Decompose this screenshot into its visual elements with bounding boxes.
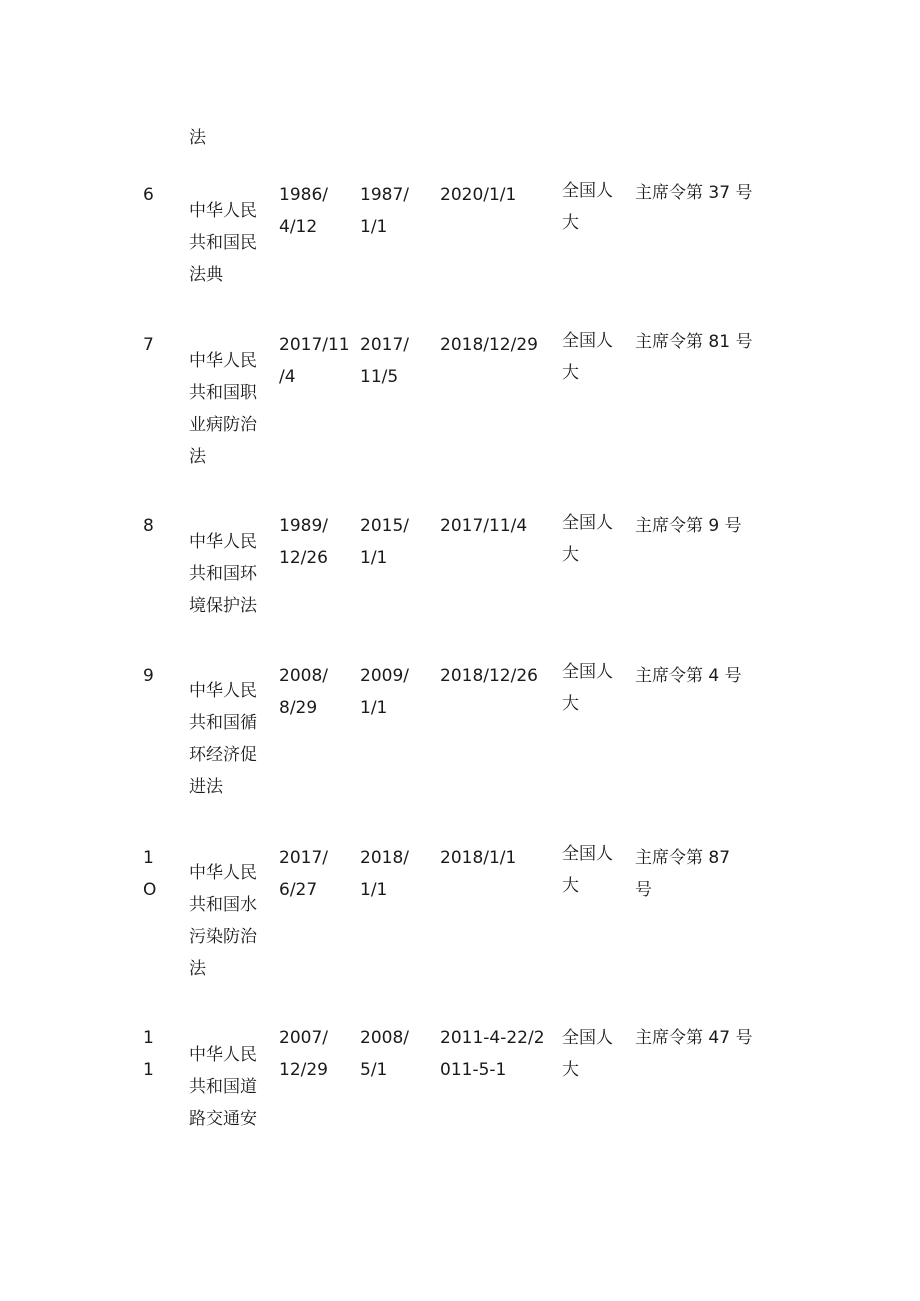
law-name: 中华人民 共和国道 路交通安 xyxy=(189,1045,257,1129)
law-name: 中华人民 共和国循 环经济促 进法 xyxy=(189,681,257,797)
published-date: 2008/ 8/29 xyxy=(279,666,328,718)
law-name: 中华人民 共和国环 境保护法 xyxy=(189,532,257,616)
law-name: 中华人民 共和国民 法典 xyxy=(189,201,257,285)
row-number: 1 1 xyxy=(143,1028,154,1080)
order-number: 主席令第 4 号 xyxy=(635,666,742,686)
revised-date: 2018/12/29 xyxy=(440,335,538,355)
law-name: 中华人民 共和国职 业病防治 法 xyxy=(189,351,257,467)
revised-date: 2018/12/26 xyxy=(440,666,538,686)
row-number: 6 xyxy=(143,185,154,205)
order-number: 主席令第 81 号 xyxy=(635,332,753,352)
effective-date: 2009/ 1/1 xyxy=(360,666,409,718)
published-date: 1989/ 12/26 xyxy=(279,516,328,568)
effective-date: 2017/ 11/5 xyxy=(360,335,409,387)
order-number: 主席令第 47 号 xyxy=(635,1028,753,1048)
issuing-organ: 全国人 大 xyxy=(562,181,613,233)
row-number: 1 O xyxy=(143,848,157,900)
effective-date: 2008/ 5/1 xyxy=(360,1028,409,1080)
order-number: 主席令第 9 号 xyxy=(635,516,742,536)
issuing-organ: 全国人 大 xyxy=(562,844,613,896)
carryover-name xyxy=(189,122,273,154)
published-date: 2017/11 /4 xyxy=(279,335,350,387)
revised-date: 2017/11/4 xyxy=(440,516,528,536)
row-number: 8 xyxy=(143,516,154,536)
issuing-organ: 全国人 大 xyxy=(562,331,613,383)
issuing-organ: 全国人 大 xyxy=(562,662,613,714)
published-date: 2017/ 6/27 xyxy=(279,848,328,900)
name-line: 法 xyxy=(189,128,206,148)
revised-date: 2020/1/1 xyxy=(440,185,517,205)
revised-date: 2011-4-22/2 011-5-1 xyxy=(440,1028,545,1080)
published-date: 2007/ 12/29 xyxy=(279,1028,328,1080)
row-number: 7 xyxy=(143,335,154,355)
effective-date: 2018/ 1/1 xyxy=(360,848,409,900)
order-number: 主席令第 87 号 xyxy=(635,848,731,900)
revised-date: 2018/1/1 xyxy=(440,848,517,868)
order-number: 主席令第 37 号 xyxy=(635,183,753,203)
effective-date: 2015/ 1/1 xyxy=(360,516,409,568)
row-number: 9 xyxy=(143,666,154,686)
issuing-organ: 全国人 大 xyxy=(562,1028,613,1080)
law-name: 中华人民 共和国水 污染防治 法 xyxy=(189,863,257,979)
issuing-organ: 全国人 大 xyxy=(562,513,613,565)
effective-date: 1987/ 1/1 xyxy=(360,185,409,237)
published-date: 1986/ 4/12 xyxy=(279,185,328,237)
